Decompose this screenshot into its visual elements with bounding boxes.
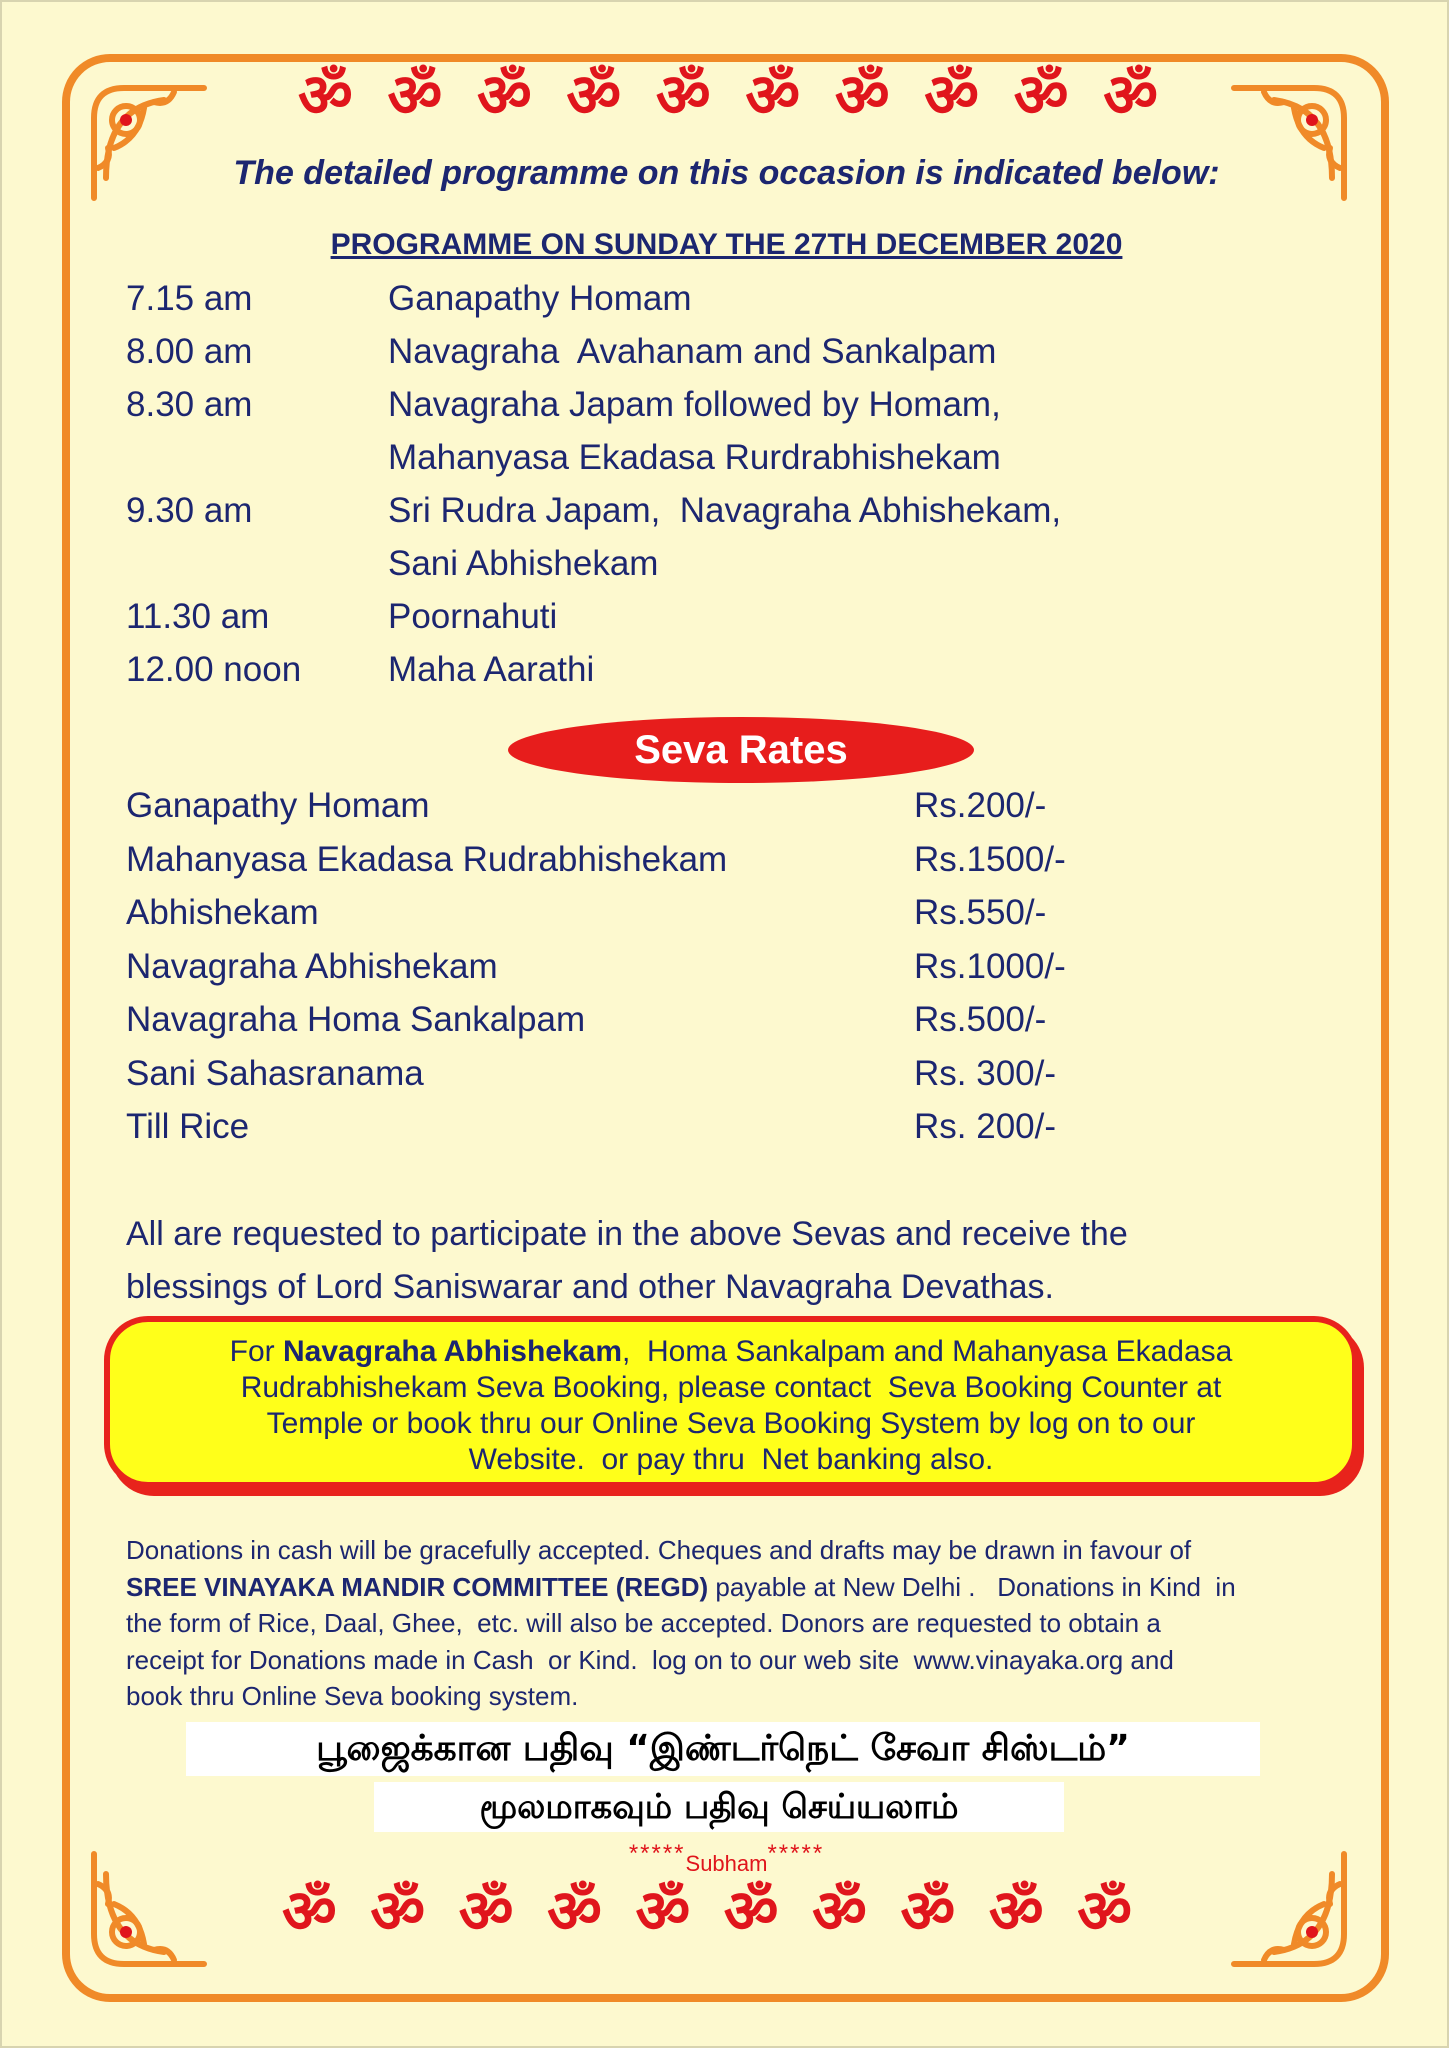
schedule-event: Sri Rudra Japam, Navagraha Abhishekam, (388, 491, 1062, 530)
subham-text: Subham (685, 1851, 768, 1876)
seva-price: Rs.1000/- (914, 946, 1066, 986)
seva-price: Rs.550/- (914, 893, 1047, 932)
request-line: All are requested to participate in the above Sevas and receive the (126, 1215, 1128, 1253)
donations-line: Donations in cash will be gracefully accepted. Cheques and drafts may be drawn in favour of (126, 1535, 1192, 1565)
stars-right: ***** (767, 1840, 825, 1867)
seva-name: Sani Sahasranama (126, 1053, 424, 1093)
rate-row (126, 1047, 1126, 1101)
schedule-event: Maha Aarathi (388, 650, 595, 689)
schedule-time: 8.30 am (126, 385, 253, 424)
booking-bold: Navagraha Abhishekam (282, 1335, 622, 1368)
schedule-event: Ganapathy Homam (388, 279, 692, 318)
seva-rates-badge: Seva Rates (508, 717, 974, 783)
rate-row (126, 1100, 1126, 1154)
rate-row (126, 940, 1126, 994)
seva-name: Navagraha Homa Sankalpam (126, 1000, 586, 1039)
schedule-event: Sani Abhishekam (388, 544, 659, 583)
schedule-row (126, 272, 1226, 325)
donations-line: receipt for Donations made in Cash or Kind. log on to our web site www.vinayaka.org and (126, 1644, 1174, 1675)
schedule-row (126, 643, 1226, 696)
om-icon: ॐ (566, 61, 622, 131)
subham-footer (2, 1840, 1449, 1877)
schedule-row (126, 484, 1226, 590)
tamil-line-2: மூலமாகவும் பதிவு செய்யலாம் (374, 1782, 1064, 1832)
om-row-top (298, 61, 1158, 131)
booking-line: Website. or pay thru Net banking also. (468, 1443, 994, 1476)
headline: The detailed programme on this occasion is indicated below: (233, 154, 1220, 192)
om-icon: ॐ (547, 1877, 602, 1947)
booking-rest: , Homa Sankalpam and Mahanyasa Ekadasa (622, 1335, 1233, 1368)
seva-name: Mahanyasa Ekadasa Rudrabhishekam (126, 839, 728, 879)
booking-line: Temple or book thru our Online Seva Booking System by log on to our (266, 1407, 1196, 1440)
request-line: blessings of Lord Saniswarar and other Navagraha Devathas. (126, 1268, 1054, 1306)
donations-line: the form of Rice, Daal, Ghee, etc. will also be accepted. Donors are requested to obtain a (126, 1608, 1161, 1638)
schedule-row (126, 378, 1226, 484)
donations-line (126, 1569, 1358, 1606)
donations-text: payable at New Delhi . Donations in Kind in (708, 1571, 1236, 1602)
om-icon: ॐ (924, 61, 980, 131)
committee-name: SREE VINAYAKA MANDIR COMMITTEE (REGD) (126, 1571, 709, 1602)
schedule-time: 11.30 am (126, 597, 270, 636)
seva-price: Rs. 300/- (914, 1053, 1056, 1093)
om-icon: ॐ (370, 1877, 426, 1947)
rate-row (126, 993, 1126, 1047)
om-icon: ॐ (900, 1877, 956, 1947)
seva-price: Rs.200/- (914, 786, 1047, 825)
seva-price: Rs. 200/- (914, 1107, 1056, 1146)
schedule-event: Poornahuti (388, 597, 558, 636)
schedule-event: Navagraha Avahanam and Sankalpam (388, 332, 997, 371)
rate-row (126, 833, 1126, 887)
booking-line: Rudrabhishekam Seva Booking, please contact Seva Booking Counter at (240, 1371, 1222, 1404)
schedule-event: Navagraha Japam followed by Homam, (388, 385, 1001, 424)
schedule-time: 8.00 am (126, 332, 253, 371)
om-icon: ॐ (387, 61, 443, 131)
om-icon: ॐ (1103, 61, 1158, 131)
om-icon: ॐ (812, 1877, 867, 1947)
om-icon: ॐ (476, 61, 532, 131)
seva-rates-list (126, 779, 1126, 1154)
schedule-row (126, 590, 1226, 643)
om-icon: ॐ (282, 1877, 337, 1947)
schedule-time: 12.00 noon (126, 650, 302, 689)
donations-line: book thru Online Seva booking system. (126, 1681, 579, 1711)
om-icon: ॐ (1077, 1877, 1132, 1947)
booking-prefix: For (229, 1335, 283, 1368)
om-icon: ॐ (298, 61, 353, 131)
om-row-bottom (282, 1877, 1132, 1947)
schedule-event: Mahanyasa Ekadasa Rurdrabhishekam (388, 438, 1001, 477)
om-icon: ॐ (458, 1877, 514, 1947)
seva-name: Navagraha Abhishekam (126, 946, 498, 986)
tamil-line-1: பூஜைக்கான பதிவு “இண்டர்நெட் சேவா சிஸ்டம்” (186, 1722, 1260, 1776)
rate-row (126, 886, 1126, 940)
om-icon: ॐ (834, 61, 890, 131)
schedule-time: 7.15 am (126, 279, 253, 318)
om-icon: ॐ (988, 1877, 1044, 1947)
om-icon: ॐ (723, 1877, 779, 1947)
om-icon: ॐ (635, 1877, 691, 1947)
programme-schedule (126, 272, 1226, 696)
participation-request (126, 1208, 1326, 1314)
seva-name: Ganapathy Homam (126, 786, 430, 825)
om-icon: ॐ (745, 61, 801, 131)
om-icon: ॐ (1013, 61, 1069, 131)
seva-name: Till Rice (126, 1107, 250, 1146)
seva-price: Rs.500/- (914, 1000, 1047, 1039)
booking-line (110, 1334, 1352, 1370)
donations-note (126, 1532, 1358, 1715)
seva-name: Abhishekam (126, 893, 319, 932)
stars-left: ***** (628, 1840, 686, 1867)
schedule-time: 9.30 am (126, 491, 253, 530)
booking-notice (104, 1316, 1358, 1488)
seva-price: Rs.1500/- (914, 839, 1066, 879)
programme-heading: PROGRAMME ON SUNDAY THE 27TH DECEMBER 2020 (330, 228, 1123, 261)
om-icon: ॐ (655, 61, 711, 131)
schedule-row (126, 325, 1226, 378)
rate-row (126, 779, 1126, 833)
